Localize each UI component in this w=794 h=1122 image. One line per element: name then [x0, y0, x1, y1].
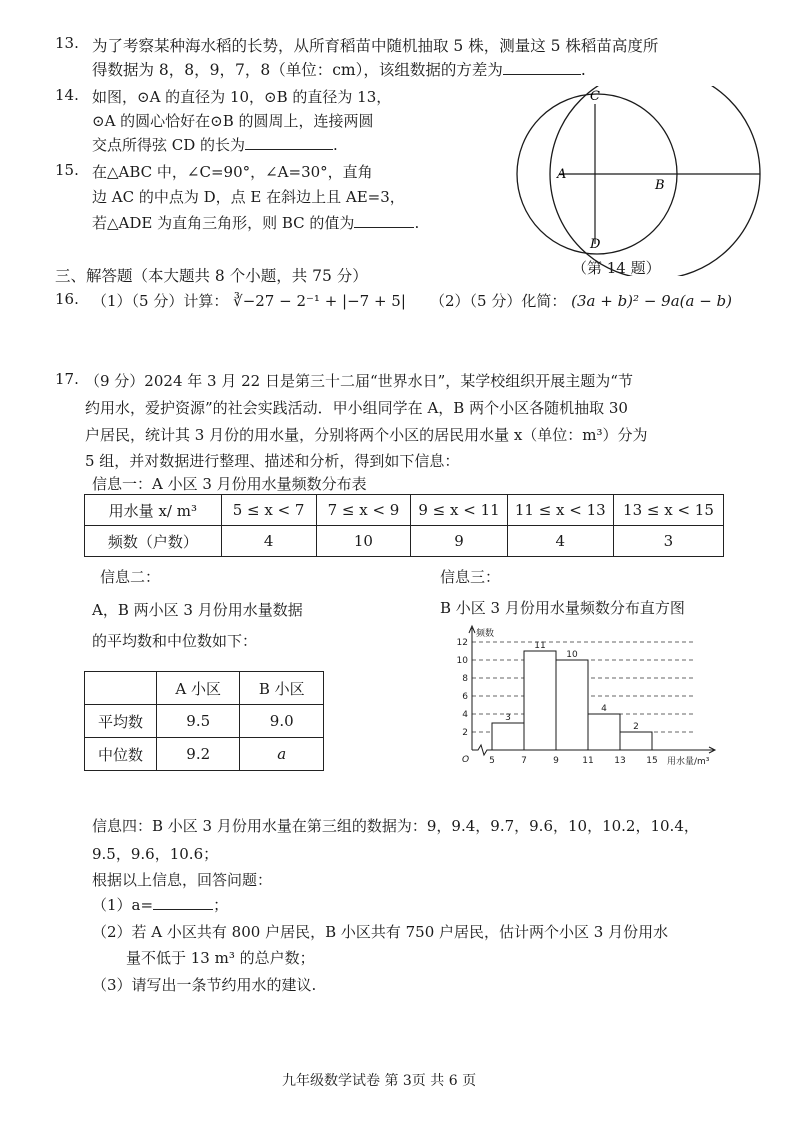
q17-line2: 约用水，爱护资源”的社会实践活动．甲小组同学在 A，B 两个小区各随机抽取 30 [85, 399, 628, 417]
q15-line2: 边 AC 的中点为 D，点 E 在斜边上且 AE=3， [92, 188, 405, 206]
info2-row1-label: 平均数 [85, 705, 157, 738]
bar-value-label: 2 [633, 722, 639, 732]
y-tick-label: 4 [462, 710, 468, 720]
q15-line1: 在△ABC 中，∠C=90°，∠A=30°，直角 [92, 163, 373, 181]
info1-header-4: 11 ≤ x < 13 [507, 495, 613, 526]
q16-part1-label: （1）（5 分）计算： [92, 292, 229, 310]
q15-answer-blank[interactable] [354, 213, 414, 228]
origin-label: O [462, 755, 470, 765]
x-tick-label: 5 [489, 756, 495, 766]
q14-end: . [333, 136, 338, 154]
info2-row1-a: 9.5 [156, 705, 240, 738]
q14-line3 [92, 134, 338, 155]
info4-line2: 9.5，9.6，10.6； [92, 845, 219, 863]
info2-row2-a: 9.2 [156, 738, 240, 771]
y-tick-label: 6 [462, 692, 468, 702]
info1-header-2: 7 ≤ x < 9 [316, 495, 411, 526]
label-b: B [655, 178, 665, 193]
y-tick-label: 10 [456, 656, 468, 666]
info2-stats-table [84, 671, 324, 771]
bar-value-label: 3 [505, 713, 511, 723]
x-tick-label: 11 [582, 756, 594, 766]
q17-line3: 户居民，统计其 3 月份的用水量，分别将两个小区的居民用水量 x（单位：m³）分为 [85, 426, 648, 444]
info3-chart-title: B 小区 3 月份用水量频数分布直方图 [440, 599, 685, 617]
figure-14 [505, 86, 765, 276]
q13-text: 得数据为 8，8，9，7，8（单位：cm），该组数据的方差为 [92, 61, 503, 79]
histogram-bar [556, 660, 588, 750]
y-axis-label: 频数 [476, 629, 495, 639]
info2-row2-b: a [240, 738, 324, 771]
info1-row-label: 频数（户数） [85, 526, 222, 557]
question-1 [92, 894, 228, 915]
q14-line1: 如图，⊙A 的直径为 10，⊙B 的直径为 13， [92, 88, 392, 106]
q17-line1: （9 分）2024 年 3 月 22 日是第三十二届“世界水日”，某学校组织开展主题为“节 [85, 372, 633, 390]
q13-end: . [580, 61, 586, 79]
info1-freq-2: 10 [316, 526, 411, 557]
q13-line1: 为了考察某种海水稻的长势，从所育稻苗中随机抽取 5 株，测量这 5 株稻苗高度所 [92, 37, 659, 55]
y-tick-label: 12 [456, 638, 468, 648]
figure-14-caption: （第 14 题） [572, 259, 661, 277]
q14-number: 14. [55, 86, 79, 104]
info1-header-1: 5 ≤ x < 7 [221, 495, 316, 526]
label-a: A [557, 167, 567, 182]
info2-col-a: A 小区 [156, 672, 240, 705]
question-2-line2: 量不低于 13 m³ 的总户数； [126, 949, 315, 967]
question-2-line1: （2）若 A 小区共有 800 户居民，B 小区共有 750 户居民，估计两个小区 3 月份用水 [92, 923, 669, 941]
bar-value-label: 10 [566, 650, 578, 660]
x-tick-label: 7 [521, 756, 527, 766]
histogram-bar [588, 714, 620, 750]
q15-line3 [92, 212, 419, 233]
info1-header-3: 9 ≤ x < 11 [411, 495, 507, 526]
info2-row2-label: 中位数 [85, 738, 157, 771]
x-axis-label: 用水量/m³ [667, 757, 710, 767]
questions-intro: 根据以上信息，回答问题： [92, 871, 273, 889]
q13-number: 13. [55, 34, 79, 52]
histogram-bar [492, 723, 524, 750]
info1-frequency-table [84, 494, 724, 557]
q16-part1 [92, 290, 406, 311]
y-tick-label: 8 [462, 674, 468, 684]
bar-value-label: 4 [601, 704, 607, 714]
histogram-bar [524, 651, 556, 750]
page-footer: 九年级数学试卷 第 3页 共 6 页 [282, 1073, 477, 1089]
histogram-bar [620, 732, 652, 750]
question-1-text: （1）a= [92, 896, 154, 914]
q16-number: 16. [55, 290, 79, 308]
info1-freq-4: 4 [507, 526, 613, 557]
histogram-chart [440, 620, 730, 772]
info2-desc2: 的平均数和中位数如下： [92, 632, 258, 650]
info2-corner-cell [85, 672, 157, 705]
q16-part2 [430, 290, 732, 311]
q15-end: . [414, 214, 420, 232]
q16-expression-1: ∛−27 − 2⁻¹ + |−7 + 5| [233, 292, 406, 310]
q13-line2 [92, 58, 586, 80]
question-3: （3）请写出一条节约用水的建议. [92, 976, 317, 994]
q14-line2: ⊙A 的圆心恰好在⊙B 的圆周上，连接两圆 [92, 112, 374, 130]
question-1-end: ； [213, 896, 229, 914]
question-1-blank[interactable] [153, 895, 213, 910]
info1-freq-5: 3 [613, 526, 723, 557]
q17-line4: 5 组，并对数据进行整理、描述和分析，得到如下信息： [85, 452, 460, 470]
info2-desc1: A，B 两小区 3 月份用水量数据 [92, 601, 303, 619]
q16-part2-label: （2）（5 分）化简： [430, 292, 567, 310]
section-3-title: 三、解答题（本大题共 8 个小题，共 75 分） [55, 267, 368, 285]
y-tick-label: 2 [462, 728, 468, 738]
info2-col-b: B 小区 [240, 672, 324, 705]
x-tick-label: 15 [646, 756, 658, 766]
info1-title: 信息一：A 小区 3 月份用水量频数分布表 [92, 475, 367, 493]
q13-answer-blank[interactable] [503, 60, 581, 75]
info2-title: 信息二： [100, 568, 161, 586]
info4-line1: 信息四：B 小区 3 月份用水量在第三组的数据为：9，9.4，9.7，9.6，10，10.2，10.4， [92, 817, 699, 835]
q14-text: 交点所得弦 CD 的长为 [92, 136, 246, 154]
info3-title: 信息三： [440, 568, 501, 586]
info2-row1-b: 9.0 [240, 705, 324, 738]
info1-header-0: 用水量 x/ m³ [85, 495, 222, 526]
label-c: C [590, 89, 600, 104]
q17-number: 17. [55, 370, 79, 388]
x-tick-label: 13 [614, 756, 626, 766]
q15-text: 若△ADE 为直角三角形，则 BC 的值为 [92, 214, 355, 232]
bar-value-label: 11 [534, 641, 546, 651]
q16-expression-2: (3a + b)² − 9a(a − b) [571, 292, 732, 310]
label-d: D [590, 237, 601, 252]
q14-answer-blank[interactable] [245, 135, 333, 150]
q15-number: 15. [55, 161, 79, 179]
info1-header-5: 13 ≤ x < 15 [613, 495, 723, 526]
x-tick-label: 9 [553, 756, 559, 766]
info1-freq-3: 9 [411, 526, 507, 557]
info1-freq-1: 4 [221, 526, 316, 557]
